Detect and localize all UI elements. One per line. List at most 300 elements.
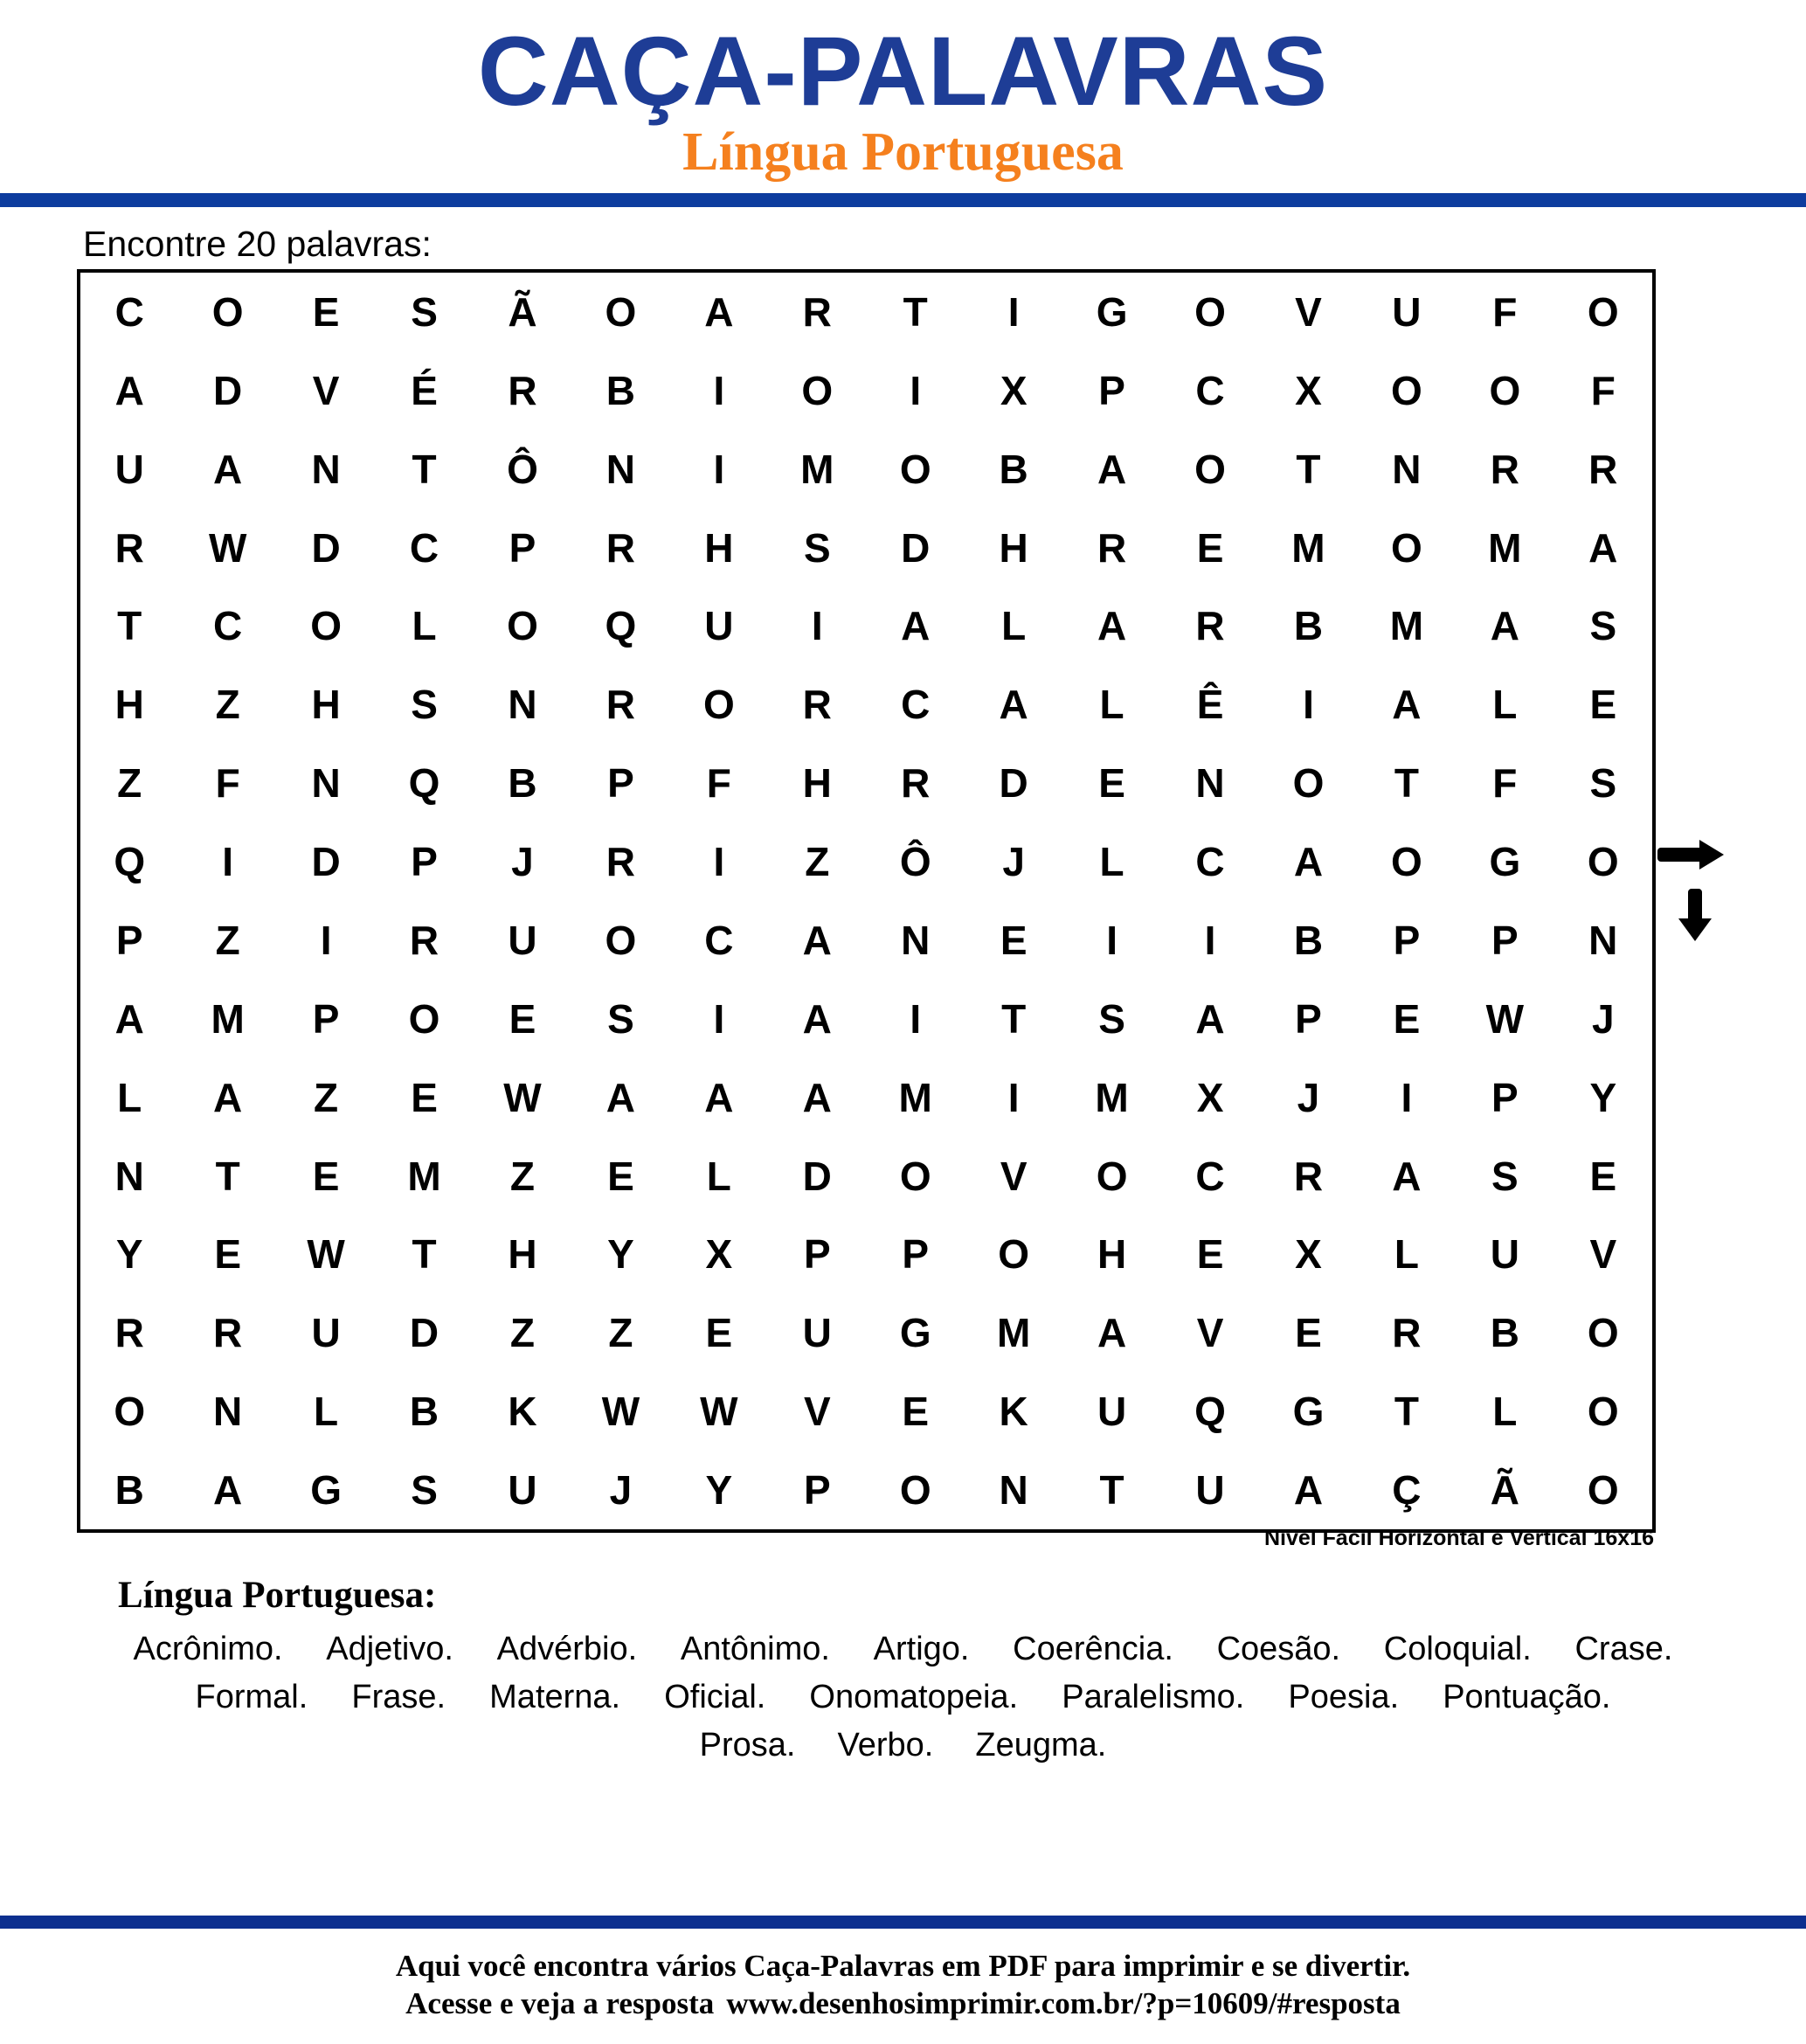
word-item: Zeugma. bbox=[975, 1727, 1107, 1763]
grid-letter: A bbox=[1293, 1467, 1324, 1514]
grid-letter: Z bbox=[805, 839, 830, 885]
grid-row bbox=[80, 901, 1652, 980]
grid-letter: L bbox=[117, 1074, 142, 1120]
grid-letter: N bbox=[508, 682, 537, 728]
grid-letter: T bbox=[412, 1231, 437, 1278]
grid-letter: T bbox=[412, 446, 437, 492]
letter-grid bbox=[77, 269, 1656, 1533]
grid-letter: A bbox=[114, 995, 144, 1042]
grid-letter: A bbox=[1097, 446, 1127, 492]
grid-letter: A bbox=[213, 1467, 243, 1514]
word-item: Formal. bbox=[195, 1679, 308, 1715]
grid-letter: T bbox=[1394, 1389, 1419, 1435]
grid-letter: Y bbox=[705, 1467, 733, 1514]
grid-letter: S bbox=[803, 524, 831, 571]
word-item: Advérbio. bbox=[496, 1631, 638, 1667]
grid-letter: O bbox=[605, 917, 637, 963]
grid-letter: Y bbox=[115, 1231, 143, 1278]
grid-letter: A bbox=[704, 1074, 734, 1120]
grid-letter: R bbox=[1392, 1310, 1422, 1356]
grid-letter: D bbox=[311, 839, 341, 885]
grid-letter: Z bbox=[215, 917, 240, 963]
grid-letter: U bbox=[1097, 1389, 1127, 1435]
grid-letter: X bbox=[1295, 1231, 1322, 1278]
grid-letter: O bbox=[1587, 839, 1619, 885]
grid-letter: A bbox=[605, 1074, 636, 1120]
grid-letter: H bbox=[114, 682, 144, 728]
grid-letter: E bbox=[902, 1389, 930, 1435]
grid-letter: T bbox=[1296, 446, 1321, 492]
grid-letter: C bbox=[213, 603, 243, 649]
grid-letter: I bbox=[1007, 1074, 1020, 1120]
grid-letter: R bbox=[605, 682, 636, 728]
grid-letter: P bbox=[607, 760, 634, 807]
grid-letter: I bbox=[1204, 917, 1216, 963]
page-subtitle: Língua Portuguesa bbox=[682, 122, 1124, 182]
grid-letter: T bbox=[1001, 995, 1027, 1042]
word-item: Onomatopeia. bbox=[809, 1679, 1019, 1715]
grid-letter: P bbox=[1098, 367, 1125, 413]
grid-letter: C bbox=[1195, 367, 1225, 413]
word-item: Frase. bbox=[351, 1679, 446, 1715]
grid-letter: N bbox=[1392, 446, 1422, 492]
grid-letter: V bbox=[1295, 288, 1322, 335]
grid-letter: B bbox=[1293, 917, 1324, 963]
grid-letter: P bbox=[509, 524, 536, 571]
grid-letter: H bbox=[1097, 1231, 1127, 1278]
grid-letter: R bbox=[1588, 446, 1618, 492]
grid-letter: A bbox=[802, 995, 832, 1042]
grid-letter: W bbox=[1485, 995, 1525, 1042]
grid-letter: E bbox=[214, 1231, 241, 1278]
grid-letter: A bbox=[1392, 1153, 1422, 1199]
grid-letter: O bbox=[408, 995, 440, 1042]
grid-letter: A bbox=[213, 446, 243, 492]
grid-letter: B bbox=[1490, 1310, 1519, 1356]
footer bbox=[0, 1948, 1806, 2022]
grid-letter: A bbox=[1392, 682, 1422, 728]
grid-letter: E bbox=[312, 288, 340, 335]
grid-letter: F bbox=[1492, 760, 1518, 807]
grid-letter: F bbox=[215, 760, 240, 807]
grid-letter: N bbox=[311, 446, 341, 492]
grid-letter: O bbox=[605, 288, 637, 335]
grid-letter: W bbox=[307, 1231, 345, 1278]
grid-letter: O bbox=[899, 1467, 931, 1514]
footer-line2 bbox=[0, 1985, 1806, 2023]
grid-letter: R bbox=[1490, 446, 1519, 492]
grid-letter: Ã bbox=[508, 288, 537, 335]
footer-line1: Aqui você encontra vários Caça-Palavras em PDF para imprimir e se divertir. bbox=[395, 1949, 1411, 1983]
grid-letter: L bbox=[1492, 682, 1518, 728]
arrow-right-icon bbox=[1657, 836, 1726, 873]
grid-letter: S bbox=[607, 995, 634, 1042]
grid-letter: D bbox=[311, 524, 341, 571]
grid-letter: O bbox=[114, 1389, 146, 1435]
grid-row bbox=[80, 822, 1652, 901]
grid-letter: A bbox=[1588, 524, 1618, 571]
grid-row bbox=[80, 1058, 1652, 1137]
grid-letter: N bbox=[1195, 760, 1225, 807]
grid-letter: N bbox=[901, 917, 931, 963]
grid-letter: N bbox=[311, 760, 341, 807]
grid-letter: A bbox=[704, 288, 734, 335]
grid-letter: M bbox=[407, 1153, 441, 1199]
grid-row bbox=[80, 665, 1652, 744]
grid-letter: Q bbox=[114, 839, 146, 885]
word-item: Crase. bbox=[1574, 1631, 1673, 1667]
grid-letter: B bbox=[114, 1467, 144, 1514]
grid-row bbox=[80, 744, 1652, 822]
grid-letter: P bbox=[411, 839, 438, 885]
grid-letter: Q bbox=[605, 603, 637, 649]
top-divider-bar bbox=[0, 193, 1806, 207]
instruction-label: Encontre 20 palavras: bbox=[83, 224, 432, 264]
difficulty-caption: Nível Fácil Horizontal e Vertical 16x16 bbox=[1263, 1526, 1654, 1550]
grid-letter: W bbox=[700, 1389, 738, 1435]
grid-letter: I bbox=[1106, 917, 1118, 963]
grid-letter: A bbox=[1097, 1310, 1127, 1356]
grid-letter: O bbox=[211, 288, 244, 335]
grid-letter: I bbox=[811, 603, 823, 649]
grid-letter: D bbox=[409, 1310, 439, 1356]
grid-letter: U bbox=[1392, 288, 1422, 335]
grid-letter: G bbox=[1096, 288, 1128, 335]
grid-row bbox=[80, 1137, 1652, 1216]
grid-letter: R bbox=[901, 760, 931, 807]
grid-letter: E bbox=[1589, 682, 1617, 728]
grid-letter: R bbox=[605, 524, 636, 571]
grid-letter: C bbox=[409, 524, 439, 571]
grid-letter: H bbox=[508, 1231, 537, 1278]
grid-letter: I bbox=[713, 446, 725, 492]
grid-letter: N bbox=[605, 446, 636, 492]
grid-letter: S bbox=[1098, 995, 1125, 1042]
grid-letter: P bbox=[803, 1467, 831, 1514]
grid-letter: V bbox=[1196, 1310, 1224, 1356]
grid-letter: S bbox=[1589, 603, 1617, 649]
grid-letter: X bbox=[1000, 367, 1028, 413]
grid-letter: B bbox=[999, 446, 1028, 492]
grid-letter: S bbox=[411, 1467, 438, 1514]
grid-letter: Ê bbox=[1196, 682, 1224, 728]
grid-letter: P bbox=[312, 995, 340, 1042]
grid-letter: B bbox=[409, 1389, 439, 1435]
word-item: Coerência. bbox=[1013, 1631, 1173, 1667]
grid-letter: A bbox=[213, 1074, 243, 1120]
grid-row bbox=[80, 509, 1652, 587]
grid-letter: P bbox=[1491, 917, 1519, 963]
grid-letter: T bbox=[1394, 760, 1419, 807]
word-item: Adjetivo. bbox=[326, 1631, 453, 1667]
grid-letter: L bbox=[706, 1153, 731, 1199]
grid-letter: L bbox=[314, 1389, 339, 1435]
grid-letter: O bbox=[1587, 1467, 1619, 1514]
word-item: Oficial. bbox=[664, 1679, 766, 1715]
grid-letter: C bbox=[901, 682, 931, 728]
grid-letter: E bbox=[1295, 1310, 1322, 1356]
bottom-divider-bar bbox=[0, 1916, 1806, 1929]
grid-letter: O bbox=[1391, 367, 1422, 413]
grid-letter: Z bbox=[117, 760, 142, 807]
grid-letter: A bbox=[114, 367, 144, 413]
grid-letter: A bbox=[1097, 603, 1127, 649]
grid-letter: Ã bbox=[1490, 1467, 1519, 1514]
grid-letter: Y bbox=[607, 1231, 634, 1278]
grid-letter: O bbox=[998, 1231, 1030, 1278]
grid-letter: M bbox=[1095, 1074, 1129, 1120]
grid-letter: S bbox=[411, 288, 438, 335]
grid-letter: Z bbox=[314, 1074, 339, 1120]
grid-letter: Z bbox=[509, 1153, 536, 1199]
grid-letter: P bbox=[902, 1231, 930, 1278]
grid-letter: B bbox=[508, 760, 537, 807]
grid-letter: P bbox=[803, 1231, 831, 1278]
grid-letter: R bbox=[213, 1310, 243, 1356]
grid-letter: M bbox=[1389, 603, 1424, 649]
grid-letter: Ç bbox=[1392, 1467, 1422, 1514]
grid-letter: P bbox=[1393, 917, 1421, 963]
grid-letter: O bbox=[1194, 446, 1226, 492]
grid-letter: O bbox=[899, 1153, 931, 1199]
word-item: Poesia. bbox=[1288, 1679, 1400, 1715]
grid-letter: U bbox=[1490, 1231, 1519, 1278]
grid-letter: Ô bbox=[899, 839, 931, 885]
grid-letter: B bbox=[605, 367, 636, 413]
grid-letter: X bbox=[1295, 367, 1322, 413]
grid-letter: A bbox=[901, 603, 931, 649]
grid-letter: R bbox=[508, 367, 537, 413]
grid-row bbox=[80, 1216, 1652, 1294]
grid-letter: E bbox=[1196, 524, 1224, 571]
grid-letter: R bbox=[1097, 524, 1127, 571]
grid-letter: A bbox=[999, 682, 1028, 728]
grid-letter: R bbox=[1293, 1153, 1324, 1199]
grid-letter: I bbox=[713, 995, 725, 1042]
grid-letter: G bbox=[1489, 839, 1521, 885]
grid-letter: I bbox=[320, 917, 332, 963]
grid-letter: R bbox=[802, 288, 832, 335]
word-item: Coesão. bbox=[1216, 1631, 1341, 1667]
grid-letter: M bbox=[898, 1074, 932, 1120]
grid-letter: I bbox=[1401, 1074, 1413, 1120]
grid-letter: O bbox=[1391, 839, 1422, 885]
grid-letter: A bbox=[1293, 839, 1324, 885]
grid-letter: E bbox=[509, 995, 536, 1042]
grid-letter: V bbox=[1589, 1231, 1617, 1278]
grid-letter: U bbox=[1195, 1467, 1225, 1514]
grid-letter: I bbox=[1303, 682, 1314, 728]
word-item: Paralelismo. bbox=[1062, 1679, 1245, 1715]
grid-letter: E bbox=[1393, 995, 1421, 1042]
grid-letter: M bbox=[1488, 524, 1522, 571]
word-item: Antônimo. bbox=[680, 1631, 830, 1667]
grid-letter: K bbox=[999, 1389, 1028, 1435]
grid-letter: H bbox=[311, 682, 341, 728]
grid-letter: T bbox=[117, 603, 142, 649]
grid-row bbox=[80, 430, 1652, 509]
word-list-line-3 bbox=[0, 1729, 1806, 1762]
grid-letter: T bbox=[1099, 1467, 1124, 1514]
grid-row bbox=[80, 1451, 1652, 1529]
grid-letter: O bbox=[507, 603, 538, 649]
grid-letter: É bbox=[411, 367, 438, 413]
grid-letter: L bbox=[1001, 603, 1027, 649]
grid-letter: E bbox=[312, 1153, 340, 1199]
grid-letter: S bbox=[411, 682, 438, 728]
grid-letter: H bbox=[802, 760, 832, 807]
grid-letter: E bbox=[1098, 760, 1125, 807]
grid-letter: U bbox=[802, 1310, 832, 1356]
grid-letter: G bbox=[899, 1310, 931, 1356]
grid-letter: C bbox=[1195, 839, 1225, 885]
grid-letter: S bbox=[1491, 1153, 1519, 1199]
footer-line2-prefix: Acesse e veja a resposta bbox=[405, 1985, 715, 2020]
word-item: Acrônimo. bbox=[133, 1631, 283, 1667]
grid-letter: I bbox=[222, 839, 234, 885]
grid-letter: D bbox=[901, 524, 931, 571]
grid-letter: W bbox=[208, 524, 247, 571]
grid-letter: W bbox=[601, 1389, 640, 1435]
grid-letter: V bbox=[1000, 1153, 1028, 1199]
grid-letter: C bbox=[1195, 1153, 1225, 1199]
grid-letter: O bbox=[1194, 288, 1226, 335]
grid-letter: U bbox=[508, 1467, 537, 1514]
grid-letter: T bbox=[215, 1153, 240, 1199]
grid-letter: Z bbox=[608, 1310, 633, 1356]
grid-letter: L bbox=[1492, 1389, 1518, 1435]
grid-letter: L bbox=[412, 603, 437, 649]
grid-letter: O bbox=[899, 446, 931, 492]
grid-letter: H bbox=[704, 524, 734, 571]
grid-row bbox=[80, 1372, 1652, 1451]
grid-letter: P bbox=[1295, 995, 1322, 1042]
grid-letter: J bbox=[1591, 995, 1615, 1042]
grid-letter: A bbox=[1490, 603, 1519, 649]
grid-letter: E bbox=[1589, 1153, 1617, 1199]
grid-letter: Z bbox=[215, 682, 240, 728]
grid-letter: Z bbox=[509, 1310, 536, 1356]
grid-letter: P bbox=[1491, 1074, 1519, 1120]
arrow-down-icon bbox=[1675, 889, 1715, 943]
direction-arrows bbox=[1657, 833, 1736, 955]
word-list-line-2 bbox=[0, 1680, 1806, 1714]
grid-letter: O bbox=[801, 367, 834, 413]
grid-letter: V bbox=[803, 1389, 831, 1435]
grid-letter: R bbox=[114, 1310, 144, 1356]
word-item: Verbo. bbox=[837, 1727, 934, 1763]
grid-letter: R bbox=[802, 682, 832, 728]
grid-letter: X bbox=[1196, 1074, 1224, 1120]
grid-letter: E bbox=[1000, 917, 1028, 963]
grid-letter: D bbox=[213, 367, 243, 413]
grid-letter: U bbox=[311, 1310, 341, 1356]
grid-letter: Q bbox=[408, 760, 440, 807]
grid-letter: Q bbox=[1194, 1389, 1226, 1435]
grid-letter: L bbox=[1394, 1231, 1419, 1278]
grid-letter: A bbox=[802, 917, 832, 963]
grid-letter: I bbox=[910, 995, 922, 1042]
grid-letter: J bbox=[609, 1467, 633, 1514]
grid-letter: I bbox=[910, 367, 922, 413]
answer-url: www.desenhosimprimir.com.br/?p=10609/#resposta bbox=[726, 1985, 1401, 2020]
word-list-line-1 bbox=[0, 1632, 1806, 1666]
grid-letter: K bbox=[508, 1389, 537, 1435]
grid-letter: O bbox=[1096, 1153, 1128, 1199]
grid-letter: L bbox=[1099, 682, 1124, 728]
grid-letter: L bbox=[1099, 839, 1124, 885]
grid-letter: M bbox=[800, 446, 834, 492]
grid-letter: F bbox=[1590, 367, 1616, 413]
grid-letter: P bbox=[115, 917, 143, 963]
grid-letter: F bbox=[1492, 288, 1518, 335]
grid-letter: E bbox=[607, 1153, 634, 1199]
grid-letter: G bbox=[1292, 1389, 1325, 1435]
grid-letter: B bbox=[1293, 603, 1324, 649]
grid-letter: E bbox=[705, 1310, 733, 1356]
word-item: Coloquial. bbox=[1383, 1631, 1532, 1667]
grid-letter: O bbox=[702, 682, 735, 728]
grid-letter: W bbox=[503, 1074, 542, 1120]
grid-letter: G bbox=[310, 1467, 342, 1514]
grid-letter: E bbox=[411, 1074, 438, 1120]
grid-letter: E bbox=[1196, 1231, 1224, 1278]
grid-letter: J bbox=[511, 839, 534, 885]
grid-letter: N bbox=[114, 1153, 144, 1199]
grid-letter: U bbox=[508, 917, 537, 963]
grid-letter: A bbox=[802, 1074, 832, 1120]
word-item: Pontuação. bbox=[1443, 1679, 1611, 1715]
grid-letter: O bbox=[1292, 760, 1325, 807]
grid-letter: O bbox=[1587, 288, 1619, 335]
grid-letter: N bbox=[999, 1467, 1028, 1514]
grid-letter: I bbox=[713, 367, 725, 413]
grid-letter: U bbox=[704, 603, 734, 649]
grid-letter: O bbox=[1587, 1310, 1619, 1356]
grid-letter: J bbox=[1002, 839, 1025, 885]
word-item: Prosa. bbox=[699, 1727, 796, 1763]
grid-letter: D bbox=[802, 1153, 832, 1199]
grid-letter: M bbox=[1291, 524, 1325, 571]
grid-letter: O bbox=[1391, 524, 1422, 571]
grid-letter: U bbox=[114, 446, 144, 492]
grid-letter: N bbox=[213, 1389, 243, 1435]
grid-letter: A bbox=[1195, 995, 1225, 1042]
grid-letter: N bbox=[1588, 917, 1618, 963]
grid-letter: M bbox=[211, 995, 245, 1042]
grid-letter: C bbox=[114, 288, 144, 335]
grid-letter: X bbox=[705, 1231, 733, 1278]
grid-row bbox=[80, 587, 1652, 666]
grid-letter: O bbox=[310, 603, 342, 649]
grid-row bbox=[80, 1293, 1652, 1372]
grid-letter: R bbox=[605, 839, 636, 885]
word-item: Artigo. bbox=[873, 1631, 970, 1667]
grid-row bbox=[80, 351, 1652, 430]
grid-letter: R bbox=[114, 524, 144, 571]
grid-letter: O bbox=[1587, 1389, 1619, 1435]
grid-letter: C bbox=[704, 917, 734, 963]
grid-letter: J bbox=[1297, 1074, 1320, 1120]
grid-letter: S bbox=[1589, 760, 1617, 807]
grid-letter: O bbox=[1489, 367, 1521, 413]
word-item: Materna. bbox=[489, 1679, 621, 1715]
grid-letter: I bbox=[1007, 288, 1020, 335]
grid-letter: V bbox=[312, 367, 340, 413]
grid-letter: H bbox=[999, 524, 1028, 571]
grid-letter: M bbox=[996, 1310, 1031, 1356]
grid-row bbox=[80, 273, 1652, 351]
